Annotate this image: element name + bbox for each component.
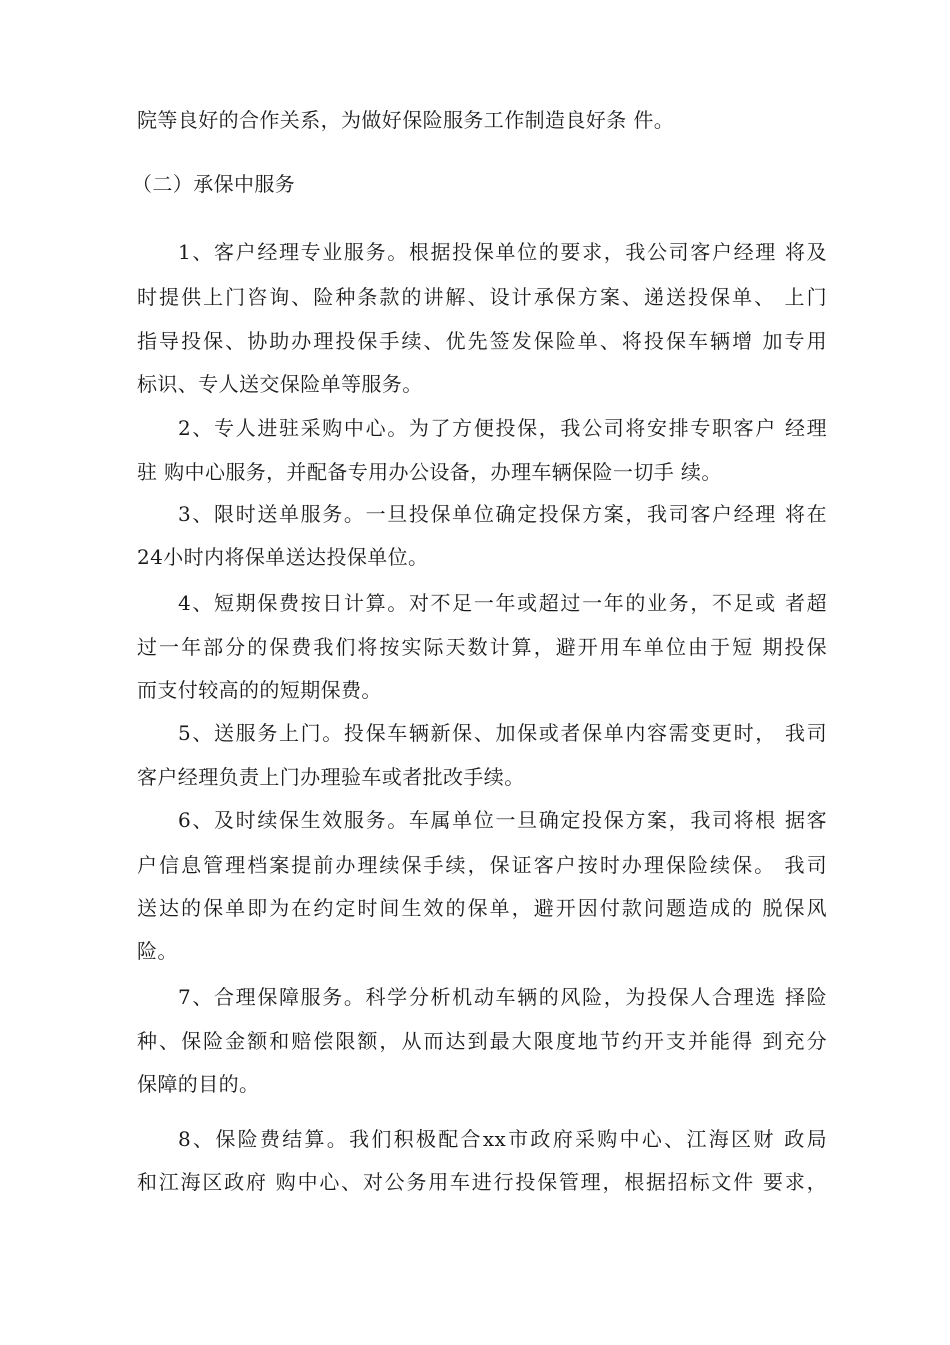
- paragraph-line: 3、限时送单服务。一旦投保单位确定投保方案，我司客户经理 将在: [178, 502, 827, 526]
- paragraph-line: 院等良好的合作关系，为做好保险服务工作制造良好条 件。: [137, 108, 675, 132]
- paragraph-line: 标识、专人送交保险单等服务。: [137, 372, 423, 396]
- paragraph-line: 2、专人进驻采购中心。为了方便投保，我公司将安排专职客户 经理: [178, 416, 827, 440]
- paragraph-line: 时提供上门咨询、险种条款的讲解、设计承保方案、递送投保单、 上门: [137, 285, 827, 309]
- paragraph-line: 7、合理保障服务。科学分析机动车辆的风险，为投保人合理选 择险: [178, 985, 827, 1009]
- paragraph-line: 1、客户经理专业服务。根据投保单位的要求，我公司客户经理 将及: [178, 240, 827, 264]
- paragraph-line: 5、送服务上门。投保车辆新保、加保或者保单内容需变更时， 我司: [178, 721, 827, 745]
- paragraph-line: 客户经理负责上门办理验车或者批改手续。: [137, 765, 525, 789]
- paragraph-line: 过一年部分的保费我们将按实际天数计算，避开用车单位由于短 期投保: [137, 635, 827, 659]
- paragraph-line: 24小时内将保单送达投保单位。: [137, 545, 429, 569]
- paragraph-line: 和江海区政府 购中心、对公务用车进行投保管理，根据招标文件 要求，: [137, 1170, 827, 1194]
- paragraph-line: 驻 购中心服务，并配备专用办公设备，办理车辆保险一切手 续。: [137, 460, 722, 484]
- paragraph-line: 4、短期保费按日计算。对不足一年或超过一年的业务，不足或 者超: [178, 591, 827, 615]
- paragraph-line: 险。: [137, 939, 178, 963]
- section-heading: （二）承保中服务: [132, 172, 296, 196]
- paragraph-line: 保障的目的。: [137, 1072, 260, 1096]
- paragraph-line: 送达的保单即为在约定时间生效的保单，避开因付款问题造成的 脱保风: [137, 896, 827, 920]
- paragraph-line: 指导投保、协助办理投保手续、优先签发保险单、将投保车辆增 加专用: [137, 329, 827, 353]
- paragraph-line: 种、保险金额和赔偿限额，从而达到最大限度地节约开支并能得 到充分: [137, 1029, 827, 1053]
- paragraph-line: 6、及时续保生效服务。车属单位一旦确定投保方案，我司将根 据客: [178, 808, 827, 832]
- paragraph-line: 8、保险费结算。我们积极配合xx市政府采购中心、江海区财 政局: [178, 1127, 827, 1151]
- paragraph-line: 户信息管理档案提前办理续保手续，保证客户按时办理保险续保。 我司: [137, 853, 827, 877]
- paragraph-line: 而支付较高的的短期保费。: [137, 678, 382, 702]
